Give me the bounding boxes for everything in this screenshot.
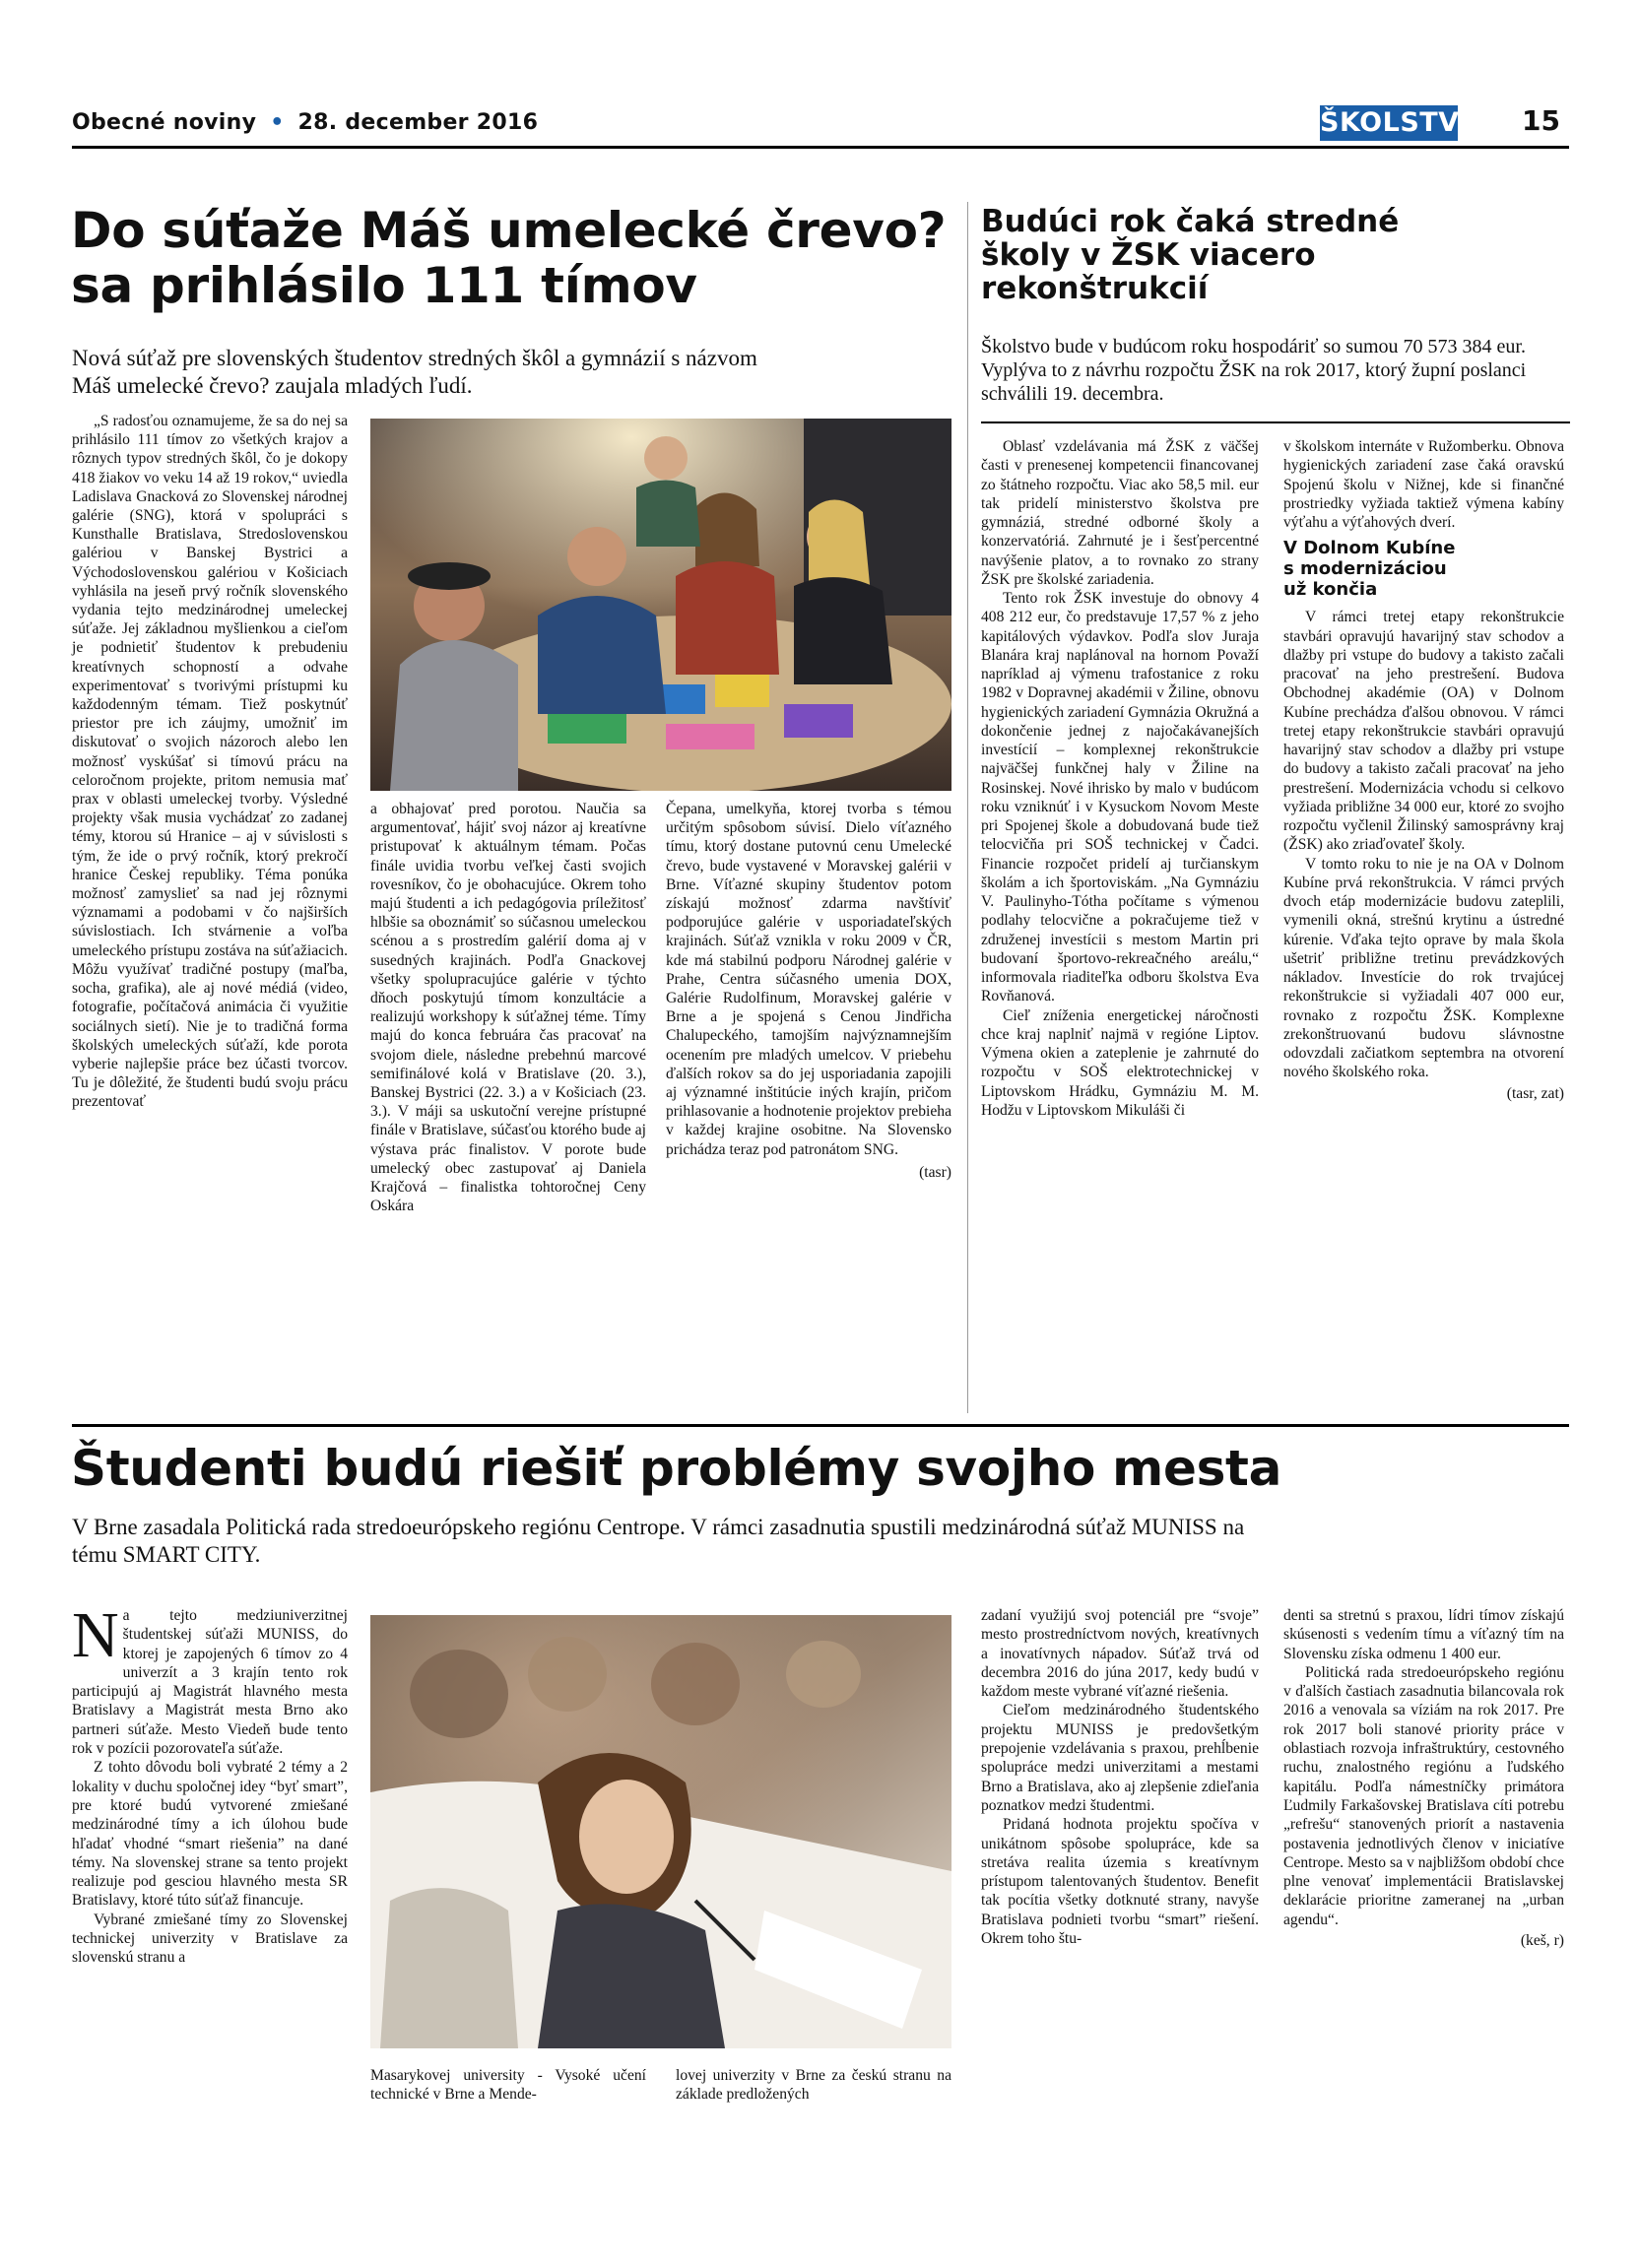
students-photo-image: [370, 1615, 951, 2048]
article3-paragraph: Masarykovej university - Vysoké učení technické v Brne a Mende-: [370, 2067, 646, 2104]
article2-paragraph: Cieľ zníženia energetickej náročnosti chce kraj naplniť najmä v regióne Liptov. Výmena okien a zateplenie je zahrnuté do rozpočtu v SOŠ elektrotechnickej v Liptovskom Hrádku, Gymnáziu M. M. Hodžu v Liptovskom Mikuláši či: [981, 1006, 1259, 1119]
article2-paragraph: V rámci tretej etapy rekonštrukcie stavbári opravujú havarijný stav schodov a dlažby pri vstupe do budovy a takisto začali pracovať na jeho prestrešení. Budova Obchodnej akadémie (OA) v Dolnom Kubíne prechádza ďalšou obnovou. V rámci tretej etapy rekonštrukcie stavbári opravujú havarijný stav schodov a dlažby pri vstupe do budovy a takisto začali pracovať na jeho prestrešení. Modernizácia vchodu si celkovo vyžiada približne 34 000 eur, ktoré zo svojho rozpočtu vyčlenil Žilinský samosprávny kraj (ŽSK) ako zriaďovateľ školy.: [1283, 609, 1564, 854]
article2-paragraph: Oblasť vzdelávania má ŽSK z väčšej časti v prenesenej kompetencii financovanej zo štátneho rozpočtu. Viac ako 58,5 mil. eur tak pridelí ministerstvo školstva pre gymnáziá, stredné odborné školy a konzervatóriá. Zahrnuté je i šesťpercentné navýšenie platov, a to rovnako zo strany ŽSK pre školské zariadenia.: [981, 438, 1259, 588]
article2-subheading: [1283, 538, 1564, 600]
article2-paragraph: v školskom internáte v Ružomberku. Obnova hygienických zariadení zase čaká oravskú Spojenú školu v Nižnej, kde si finančné prostriedky vyžiada taktiež výmena kabíny výťahu a výťahových dverí.: [1283, 438, 1564, 531]
article1-headline: [71, 203, 946, 313]
masthead: [72, 110, 538, 135]
section-badge: ŠKOLSTVO: [1320, 105, 1458, 141]
section-rule: [72, 1424, 1569, 1427]
article1-lead: [72, 345, 958, 400]
article2-paragraph: V tomto roku to nie je na OA v Dolnom Kubíne prvá rekonštrukcia. V rámci prvých dvoch etáp modernizácie budovu zateplili, vymenili okná, strešnú krytinu a ústredné kúrenie. Vďaka tejto oprave by mala škola ušetriť približne tretinu prevádzkových nákladov. Investície do rok trvajúcej rekonštrukcie si vyžiadali 407 000 eur, rovnako z rozpočtu ŽSK. Komplexne zrekonštruovanú budovu slávnostne odovzdali začiatkom septembra na otvorení nového školského roka.: [1283, 855, 1564, 1081]
article3-lead-line1: V Brne zasadala Politická rada stredoeurópskeho regiónu Centrope. V rámci zasadnutia spustili medzinárodná súťaž MUNISS na: [72, 1515, 1245, 1539]
article2-headline: [981, 205, 1399, 305]
article3-paragraph: lovej univerzity v Brne za českú stranu na základe predložených: [676, 2067, 951, 2104]
article2-signature: (tasr, zat): [1506, 1084, 1564, 1102]
article2-lead: Školstvo bude v budúcom roku hospodáriť so sumou 70 573 384 eur. Vyplýva to z návrhu rozpočtu ŽSK na rok 2017, ktorý župní poslanci schválili 19. decembra.: [981, 336, 1527, 405]
article3-column-3: [676, 2066, 951, 2105]
column-divider: [967, 202, 968, 1413]
article1-signature: (tasr): [919, 1163, 951, 1181]
article2-subheading-line1: V Dolnom Kubíne: [1283, 538, 1456, 559]
article1-column-2: [370, 800, 646, 1215]
article3-paragraph: denti sa stretnú s praxou, lídri tímov získajú skúsenosti s vedením tímu a víťazný tím na Slovensku získa odmenu 1 400 eur.: [1283, 1607, 1564, 1662]
article3-paragraph: a tejto medziuniverzitnej študentskej súťaži MUNISS, do ktorej je zapojených 6 tímov zo 4 univerzít a 3 krajín tento rok participujú aj Magistrát hlavného mesta Bratislavy a Magistrát mesta Brno ako partneri súťaže. Mesto Viedeň bude tento rok v pozícii pozorovateľa súťaže.: [72, 1607, 348, 1758]
article3-column-1: [72, 1599, 348, 1968]
students-photo: [370, 1615, 951, 2048]
article2-headline-line1: Budúci rok čaká stredné: [981, 204, 1400, 239]
dropcap: N: [72, 1599, 119, 1671]
paper-name: Obecné noviny: [72, 110, 257, 135]
article1-lead-line1: Nová súťaž pre slovenských študentov stredných škôl a gymnázií s názvom: [72, 346, 757, 370]
article2-headline-line2: školy v ŽSK viacero: [981, 237, 1316, 273]
article3-paragraph-first: [72, 1599, 348, 1758]
article3-headline: Študenti budú riešiť problémy svojho mesta: [71, 1440, 1282, 1497]
article2-column-1: [981, 437, 1259, 1120]
article1-paragraph: Čepana, umelkyňa, ktorej tvorba s témou určitým spôsobom súvisí. Dielo víťazného tímu, ktorý dostane putovnú cenu Umelecké črevo, bude vystavené v Moravskej galérii v Brne. Víťazné skupiny študentov potom získajú možnosť zdarma navštíviť podporujúce galérie v usporiadateľských krajinách. Súťaž vznikla v roku 2009 v ČR, kde má stabilnú podporu Národnej galérie v Prahe, Centra súčasného umenia DOX, Galérie Rudolfinum, Moravskej galérie v Brne a je spojená s Cenou Jindřicha Chalupeckého, tamojším najvýznamnejším ocenením pre mladých umelcov. V priebehu ďalších rokov sa do jej usporiadania zapojili aj významné inštitúcie iných krajín, pričom prihlasovanie a hodnotenie projektov prebieha v každej krajine osobitne. Na Slovensko prichádza teraz pod patronátom SNG.: [666, 801, 951, 1158]
article1-headline-line2: sa prihlásilo 111 tímov: [71, 257, 697, 314]
article1-headline-line1: Do súťaže Máš umelecké črevo?: [71, 202, 947, 259]
article3-paragraph: Pridaná hodnota projektu spočíva v unikátnom spôsobe spolupráce, kde sa stretáva realita územia s kreatívnym prístupom talentovaných študentov. Benefit tak pocítia všetky dotknuté strany, navyše Bratislava podnieti tvorbu “smart” riešení. Okrem toho štu-: [981, 1816, 1259, 1948]
article3-signature: (keš, r): [1520, 1932, 1564, 1950]
article3-paragraph: Politická rada stredoeurópskeho regiónu v ďalších častiach zasadnutia bilancovala rok 2016 a venovala sa víziám na rok 2017. Pre rok 2017 boli stanové priority práce v oblastiach rozvoja infraštruktúry, cestovného ruchu, znalostného regiónu a ľudského kapitálu. Podľa námestníčky primátora Ľudmily Farkašovskej Bratislava cíti potrebu „refrešu“ stanovených priorít a nastavenia postavenia jednotlivých členov v iniciatíve Centrope. Mesto sa v najbližšom období chce plne venovať implementácii Bratislavskej deklarácie prioritne zameranej na „urban agendu“.: [1283, 1663, 1564, 1928]
art-workshop-photo-image: [370, 419, 951, 791]
article3-paragraph: zadaní využijú svoj potenciál pre “svoje” mesto prostredníctvom nových, kreatívnych a inovatívnych nápadov. Súťaž trvá od decembra 2016 do júna 2017, kedy budú v každom meste vybrané víťazné riešenia.: [981, 1607, 1259, 1701]
article3-lead-line2: tému SMART CITY.: [72, 1542, 261, 1567]
article3-column-2: [370, 2066, 646, 2105]
article3-paragraph: Cieľom medzinárodného študentského projektu MUNISS je predovšetkým prepojenie vzdelávania s praxou, prehĺbenie spolupráce medzi univerzitami a mestami Brno a Bratislava, ako aj zlepšenie zdieľania poznatkov medzi študentmi.: [981, 1702, 1259, 1814]
article2-paragraph: Tento rok ŽSK investuje do obnovy 4 408 212 eur, čo predstavuje 17,57 % z jeho kapitálových výdavkov. Podľa slov Juraja Blanára kraj naplánoval na hornom Považí napríklad aj výmenu trafostanice z roku 1982 v Dopravnej akadémii v Žiline, obnovu hygienických zariadení Gymnázia Okružná a dokončenie jednej z najočakávanejších investícií – komplexnej rekonštrukcie najväčšej funkčnej haly v Žiline na Rosinskej. Nové ihrisko by malo v budúcom roku vzniknúť i v Kysuckom Novom Meste pri Spojenej škole a dobudovaná bude tiež telocvičňa pri SOŠ technickej v Čadci. Financie rozpočet pridelí aj turčianskym školám a ich športoviskám. „Na Gymnáziu V. Paulinyho-Tótha počítame s výmenou podlahy telocvične a pokračujeme tiež v združenej investícii s mestom Martin pri budovaní športovo-rekreačného areálu,“ informovala riaditeľka odboru školstva Eva Rovňanová.: [981, 590, 1259, 1005]
article3-column-5: [1283, 1606, 1564, 1950]
article1-paragraph: a obhajovať pred porotou. Naučia sa argumentovať, hájiť svoj názor aj kreatívne pristupovať k aktuálnym témam. Počas finále uvidia tvorbu veľkej časti svojich rovesníkov, čo je obohacujúce. Okrem toho majú študenti a ich pedagógovia príležitosť hlbšie sa oboznámiť so súčasnou umeleckou scénou a s prostredím galérií doma aj v susedných krajinách. Podľa Gnackovej všetky spolupracujúce galérie v týchto dňoch poskytujú tímom konzultácie a realizujú workshopy k súťažnej téme. Tímy majú do konca februára čas pracovať na svojom diele, následne prebehnú marcové semifinálové kolá v Bratislave (20. 3.), Banskej Bystrici (22. 3.) a v Košiciach (23. 3.). V máji sa uskutoční verejne prístupné finále v Bratislave, súčasťou ktorého bude aj výstava prác finalistov. V porote bude umelecký obec zastupovať aj Daniela Krajčová – finalistka tohtoročnej Ceny Oskára: [370, 801, 646, 1215]
article1-column-1: [72, 412, 348, 1112]
article1-paragraph: „S radosťou oznamujeme, že sa do nej sa prihlásilo 111 tímov zo všetkých krajov a rôznych typov stredných škôl, čo je dokopy 418 žiakov vo veku 14 až 19 rokov,“ uviedla Ladislava Gnacková zo Slovenskej národnej galérie (SNG), ktorá v spolupráci s Kunsthalle Bratislava, Stredoslovenskou galériou v Banskej Bystrici a Východoslovenskou galériou v Košiciach vyhlásila na jeseň prvý ročník slovenského vydania tejto medzinárodnej umeleckej súťaže. Jej základnou myšlienkou a cieľom je podnietiť študentov k prebudeniu kreatívnych schopností a odvahe experimentovať s tvorivými prístupmi ku každodenným témam. Tiež poskytnúť priestor pre ich záujmy, umožniť im diskutovať o svojich názoroch alebo len možnosť vyskúšať si tímovú prácu na celoročnom projekte, pritom nemusia mať prax v oblasti umeleckej tvorby. Výsledné projekty však musia vychádzať zo zadanej témy, ktorou sú Hranice – aj v súvislosti s tým, že ide o prvý ročník, ktorý prekročí hranice Českej republiky. Téma ponúka možnosť zamyslieť sa nad jej rôznymi významami a podobami v čo najširších súvislostiach. Ich stvárnenie a voľba umeleckého prístupu zostáva na súťažiacich. Môžu využívať tradičné postupy (maľba, socha, grafika), ale aj nové médiá (video, fotografie, počítačová animácia či využitie sociálnych sietí). Nie je to tradičná forma školských umeleckých súťaží, kde porota vyberie najlepšie práce bez účasti tvorcov. Tu je dôležité, že študenti budú svoju prácu prezentovať: [72, 413, 348, 1111]
article3-paragraph: Z tohto dôvodu boli vybraté 2 témy a 2 lokality v duchu spoločnej idey “byť smart”, pre ktoré budú vytvorené zmiešané medzinárodné tímy a ich úlohou bude hľadať vhodné “smart riešenia” na dané témy. Na slovenskej strane sa tento projekt realizuje pod gesciou hlavného mesta SR Bratislavy, ktoré túto súťaž financuje.: [72, 1759, 348, 1910]
article1-column-3: [666, 800, 951, 1182]
bullet: •: [270, 110, 285, 135]
article3-column-4: [981, 1606, 1259, 1948]
article3-lead: [72, 1514, 1569, 1569]
article2-column-2: [1283, 437, 1564, 1103]
header-rule: [72, 146, 1569, 149]
article2-headline-line3: rekonštrukcií: [981, 271, 1209, 306]
article1-lead-line2: Máš umelecké črevo? zaujala mladých ľudí.: [72, 373, 473, 398]
article2-lead-rule: [981, 421, 1570, 423]
article3-paragraph: Vybrané zmiešané tímy zo Slovenskej technickej univerzity v Bratislave za slovenskú stranu a: [72, 1911, 348, 1967]
article2-subheading-line3: už končia: [1283, 579, 1378, 601]
issue-date: 28. december 2016: [297, 110, 539, 135]
art-workshop-photo: [370, 419, 951, 791]
page-number: 15: [1522, 104, 1560, 137]
article2-subheading-line2: s modernizáciou: [1283, 558, 1447, 580]
